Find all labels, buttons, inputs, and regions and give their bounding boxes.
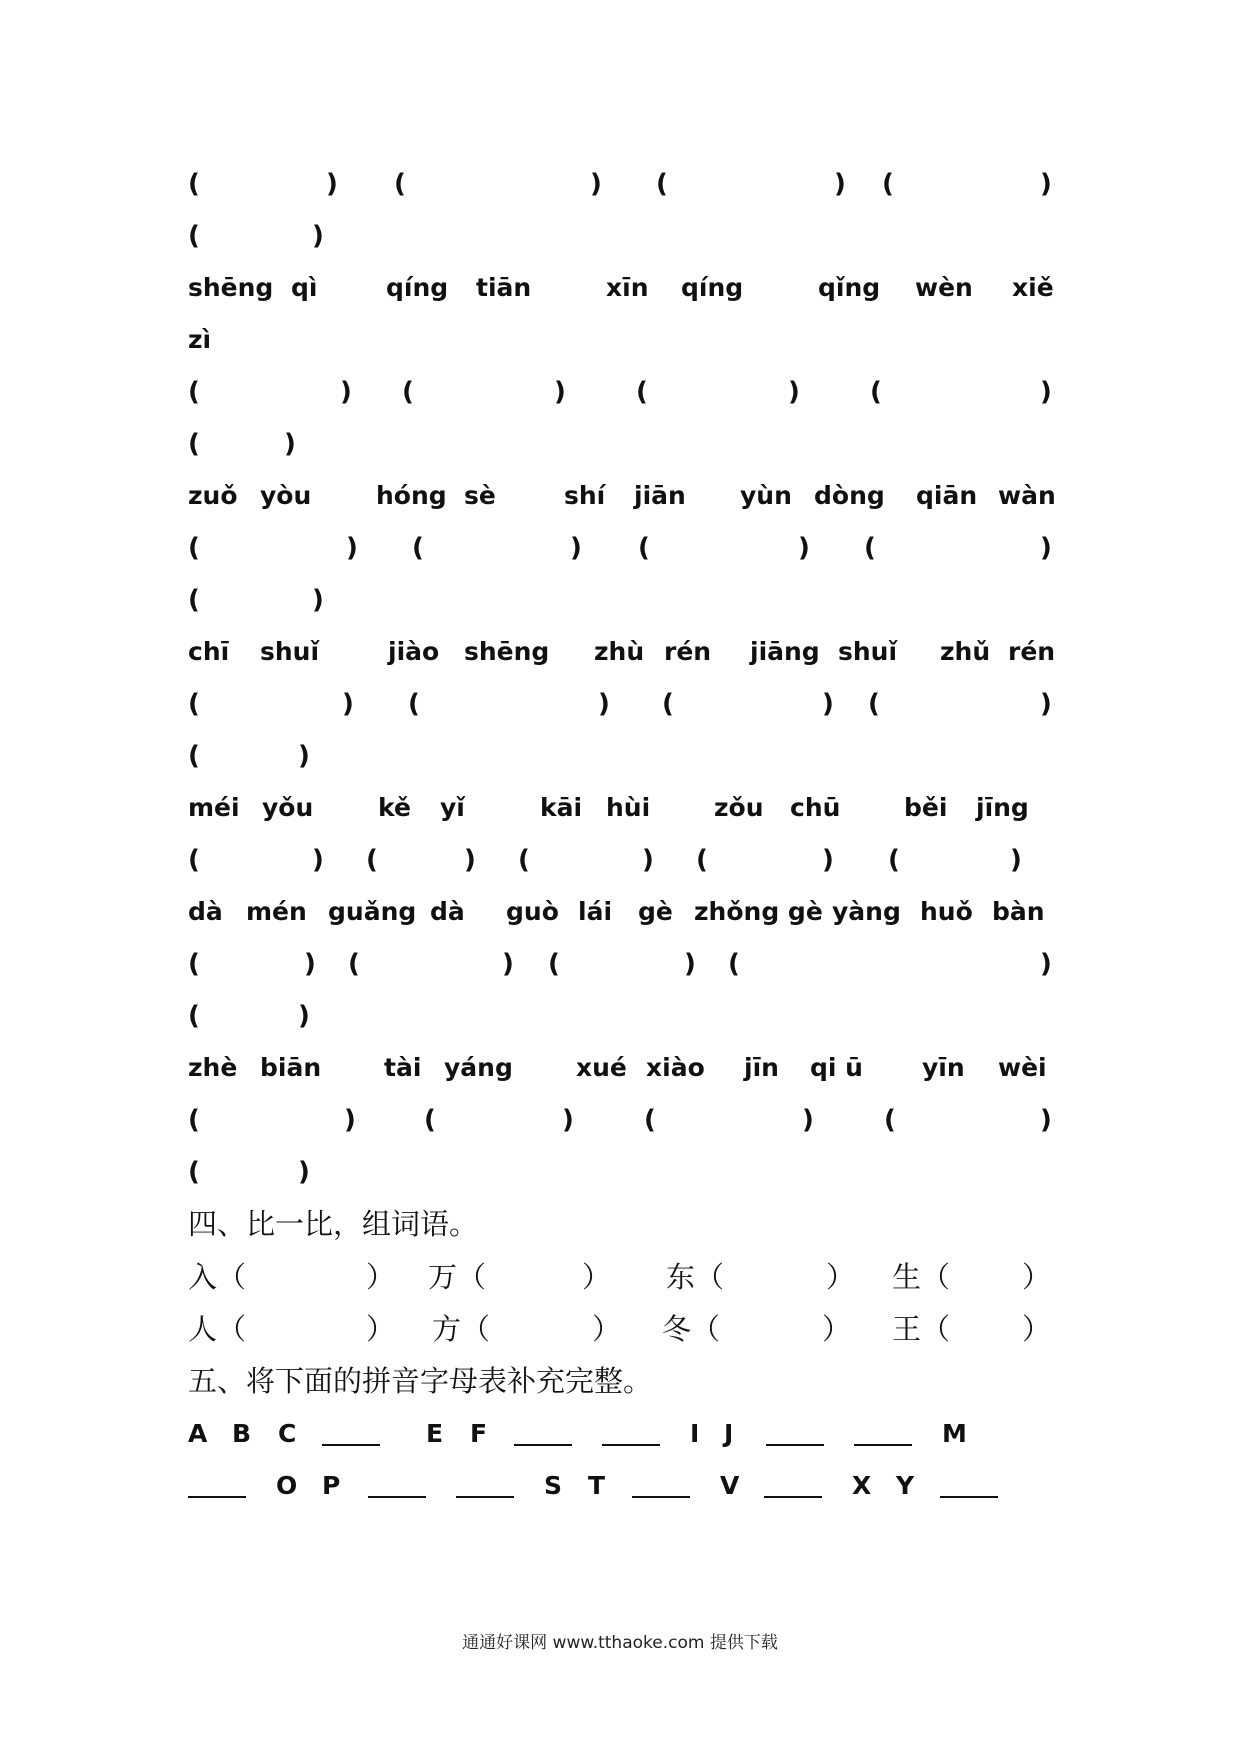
pinyin-syllable: biān <box>260 1053 322 1082</box>
open-paren: ( <box>188 1001 200 1031</box>
close-paren: ） <box>366 1260 396 1294</box>
close-paren: ) <box>1040 533 1052 563</box>
paren-row <box>188 684 1058 724</box>
blank-line[interactable] <box>368 1496 426 1498</box>
blank-line[interactable] <box>764 1496 822 1498</box>
close-paren: ) <box>570 533 582 563</box>
open-paren: ( <box>348 949 360 979</box>
character-prompt: 人（ <box>188 1312 247 1346</box>
pinyin-syllable: qiān <box>916 481 978 510</box>
close-paren: ） <box>1022 1312 1052 1346</box>
pinyin-syllable: zhǔ <box>940 637 991 666</box>
open-paren: ( <box>888 845 900 875</box>
alphabet-letter: B <box>232 1419 252 1448</box>
pinyin-syllable: jīn <box>744 1053 779 1082</box>
blank-line[interactable] <box>322 1444 380 1446</box>
pinyin-syllable: kě <box>378 793 411 822</box>
paren-row-wrap <box>188 1152 1058 1192</box>
alphabet-letter: P <box>322 1471 341 1500</box>
open-paren: ( <box>868 689 880 719</box>
pinyin-syllable: qǐng <box>818 273 881 302</box>
open-paren: ( <box>188 741 200 771</box>
pinyin-syllable: zhù <box>594 637 645 666</box>
pinyin-syllable: wèn <box>915 273 973 302</box>
pinyin-syllable: méi <box>188 793 240 822</box>
alphabet-letter: A <box>188 1419 208 1448</box>
alphabet-letter: S <box>544 1471 563 1500</box>
open-paren: ( <box>636 377 648 407</box>
pinyin-syllable: qì <box>291 273 318 302</box>
close-paren: ) <box>298 1001 310 1031</box>
pinyin-syllable: dà <box>188 897 223 926</box>
open-paren: ( <box>696 845 708 875</box>
paren-row <box>188 944 1058 984</box>
alphabet-letter: E <box>426 1419 444 1448</box>
open-paren: ( <box>188 533 200 563</box>
blank-line[interactable] <box>456 1496 514 1498</box>
open-paren: ( <box>188 221 200 251</box>
pinyin-syllable: guǎng <box>328 897 417 926</box>
character-prompt: 万（ <box>428 1260 487 1294</box>
pinyin-syllable: tiān <box>476 273 532 302</box>
close-paren: ） <box>826 1260 856 1294</box>
pinyin-syllable: dà <box>430 897 465 926</box>
pinyin-syllable: wàn <box>998 481 1056 510</box>
alphabet-letter: F <box>470 1419 488 1448</box>
pinyin-syllable: rén <box>664 637 712 666</box>
pinyin-syllable: gè <box>638 897 673 926</box>
pinyin-syllable: yǐ <box>440 793 465 822</box>
close-paren: ) <box>554 377 566 407</box>
pinyin-row-wrap <box>188 320 1058 360</box>
open-paren: ( <box>884 1105 896 1135</box>
paren-row <box>188 1100 1058 1140</box>
close-paren: ） <box>1022 1260 1052 1294</box>
alphabet-letter: I <box>690 1419 700 1448</box>
pinyin-syllable: jiào <box>388 637 440 666</box>
open-paren: ( <box>656 169 668 199</box>
pinyin-syllable: qi ū <box>810 1053 863 1082</box>
pinyin-syllable: xiě <box>1012 273 1054 302</box>
paren-row-wrap <box>188 736 1058 776</box>
pinyin-syllable: hùi <box>606 793 651 822</box>
close-paren: ) <box>1040 169 1052 199</box>
pinyin-syllable: yǒu <box>262 793 314 822</box>
alphabet-letter: V <box>720 1471 740 1500</box>
open-paren: ( <box>638 533 650 563</box>
pinyin-syllable: jiān <box>634 481 686 510</box>
paren-row-wrap <box>188 424 1058 464</box>
open-paren: ( <box>870 377 882 407</box>
pinyin-syllable: shuǐ <box>838 637 898 666</box>
pinyin-syllable: shí <box>564 481 606 510</box>
character-prompt: 冬（ <box>662 1312 721 1346</box>
blank-line[interactable] <box>632 1496 690 1498</box>
open-paren: ( <box>188 169 200 199</box>
open-paren: ( <box>188 377 200 407</box>
close-paren: ） <box>592 1312 622 1346</box>
pinyin-syllable: zhǒng gè <box>694 897 823 926</box>
pinyin-syllable: chū <box>790 793 841 822</box>
close-paren: ) <box>684 949 696 979</box>
paren-row-wrap <box>188 996 1058 1036</box>
blank-line[interactable] <box>188 1496 246 1498</box>
pinyin-syllable: guò <box>506 897 559 926</box>
close-paren: ) <box>598 689 610 719</box>
pinyin-syllable: qíng <box>681 273 744 302</box>
open-paren: ( <box>394 169 406 199</box>
blank-line[interactable] <box>514 1444 572 1446</box>
paren-row <box>188 840 1058 880</box>
pinyin-row <box>188 788 1058 828</box>
pinyin-syllable: wèi <box>998 1053 1047 1082</box>
pinyin-syllable: mén <box>246 897 307 926</box>
open-paren: ( <box>864 533 876 563</box>
close-paren: ) <box>1040 949 1052 979</box>
close-paren: ) <box>344 1105 356 1135</box>
close-paren: ) <box>342 689 354 719</box>
close-paren: ) <box>464 845 476 875</box>
pinyin-syllable: shēng <box>464 637 550 666</box>
alphabet-row <box>188 1466 1058 1506</box>
word-pair-row <box>188 1256 1058 1298</box>
section-4-title: 四、比一比，组词语。 <box>188 1207 479 1241</box>
pinyin-syllable: zuǒ <box>188 481 238 510</box>
footer-credit: 通通好课网 www.tthaoke.com 提供下载 <box>462 1633 778 1653</box>
pinyin-syllable: xiào <box>646 1053 705 1082</box>
blank-line[interactable] <box>940 1496 998 1498</box>
pinyin-syllable: yīn <box>922 1053 965 1082</box>
close-paren: ) <box>312 585 324 615</box>
pinyin-syllable: jiāng <box>750 637 820 666</box>
paren-row-wrap <box>188 216 1058 256</box>
open-paren: ( <box>188 1105 200 1135</box>
alphabet-letter: X <box>852 1471 872 1500</box>
open-paren: ( <box>644 1105 656 1135</box>
pinyin-syllable: tài <box>384 1053 422 1082</box>
open-paren: ( <box>188 585 200 615</box>
close-paren: ) <box>1040 689 1052 719</box>
close-paren: ） <box>822 1312 852 1346</box>
open-paren: ( <box>518 845 530 875</box>
pinyin-syllable: yòu <box>260 481 312 510</box>
pinyin-syllable: lái <box>578 897 613 926</box>
close-paren: ) <box>822 845 834 875</box>
pinyin-syllable: rén <box>1008 637 1056 666</box>
pinyin-syllable: yùn <box>740 481 792 510</box>
pinyin-syllable: běi <box>904 793 948 822</box>
alphabet-letter: C <box>278 1419 297 1448</box>
alphabet-letter: M <box>942 1419 967 1448</box>
close-paren: ) <box>326 169 338 199</box>
close-paren: ） <box>582 1260 612 1294</box>
alphabet-letter: Y <box>896 1471 915 1500</box>
open-paren: ( <box>424 1105 436 1135</box>
pinyin-syllable: bàn <box>992 897 1045 926</box>
close-paren: ) <box>1040 377 1052 407</box>
alphabet-letter: J <box>724 1419 734 1448</box>
close-paren: ) <box>346 533 358 563</box>
open-paren: ( <box>548 949 560 979</box>
pinyin-syllable: zhè <box>188 1053 238 1082</box>
close-paren: ) <box>298 741 310 771</box>
blank-line[interactable] <box>854 1444 912 1446</box>
pinyin-syllable: yáng <box>444 1053 513 1082</box>
character-prompt: 东（ <box>666 1260 725 1294</box>
close-paren: ) <box>284 429 296 459</box>
pinyin-syllable: xué <box>576 1053 627 1082</box>
close-paren: ) <box>1010 845 1022 875</box>
open-paren: ( <box>188 845 200 875</box>
open-paren: ( <box>188 689 200 719</box>
pinyin-syllable: hóng <box>376 481 447 510</box>
pinyin-row <box>188 476 1058 516</box>
open-paren: ( <box>662 689 674 719</box>
alphabet-letter: O <box>276 1471 298 1500</box>
open-paren: ( <box>408 689 420 719</box>
blank-line[interactable] <box>766 1444 824 1446</box>
open-paren: ( <box>188 429 200 459</box>
word-pair-row <box>188 1308 1058 1350</box>
pinyin-row <box>188 892 1058 932</box>
close-paren: ) <box>562 1105 574 1135</box>
pinyin-syllable: yàng <box>832 897 901 926</box>
pinyin-syllable: sè <box>464 481 496 510</box>
pinyin-row <box>188 632 1058 672</box>
pinyin-syllable: zǒu <box>714 793 764 822</box>
close-paren: ) <box>798 533 810 563</box>
pinyin-syllable: kāi <box>540 793 583 822</box>
close-paren: ) <box>312 221 324 251</box>
close-paren: ) <box>834 169 846 199</box>
open-paren: ( <box>882 169 894 199</box>
open-paren: ( <box>188 949 200 979</box>
pinyin-syllable: dòng <box>814 481 885 510</box>
pinyin-syllable: xīn <box>606 273 649 302</box>
section-5-title: 五、将下面的拼音字母表补充完整。 <box>188 1364 653 1398</box>
close-paren: ) <box>502 949 514 979</box>
paren-row <box>188 164 1058 204</box>
open-paren: ( <box>188 1157 200 1187</box>
open-paren: ( <box>728 949 740 979</box>
close-paren: ) <box>590 169 602 199</box>
close-paren: ) <box>788 377 800 407</box>
pinyin-row <box>188 1048 1058 1088</box>
close-paren: ) <box>298 1157 310 1187</box>
character-prompt: 方（ <box>432 1312 491 1346</box>
open-paren: ( <box>366 845 378 875</box>
pinyin-syllable: qíng <box>386 273 449 302</box>
pinyin-syllable: jīng <box>976 793 1029 822</box>
close-paren: ) <box>642 845 654 875</box>
character-prompt: 生（ <box>892 1260 951 1294</box>
character-prompt: 王（ <box>892 1312 951 1346</box>
close-paren: ) <box>312 845 324 875</box>
pinyin-syllable: chī <box>188 637 230 666</box>
alphabet-row <box>188 1414 1058 1454</box>
pinyin-syllable: zì <box>188 325 212 354</box>
paren-row-wrap <box>188 580 1058 620</box>
pinyin-row <box>188 268 1058 308</box>
pinyin-syllable: huǒ <box>920 897 973 926</box>
alphabet-letter: T <box>588 1471 606 1500</box>
paren-row <box>188 528 1058 568</box>
paren-row <box>188 372 1058 412</box>
close-paren: ) <box>340 377 352 407</box>
pinyin-syllable: shēng <box>188 273 274 302</box>
character-prompt: 入（ <box>188 1260 247 1294</box>
close-paren: ) <box>304 949 316 979</box>
blank-line[interactable] <box>602 1444 660 1446</box>
close-paren: ) <box>1040 1105 1052 1135</box>
close-paren: ) <box>822 689 834 719</box>
close-paren: ） <box>366 1312 396 1346</box>
close-paren: ) <box>802 1105 814 1135</box>
open-paren: ( <box>402 377 414 407</box>
open-paren: ( <box>412 533 424 563</box>
pinyin-syllable: shuǐ <box>260 637 320 666</box>
